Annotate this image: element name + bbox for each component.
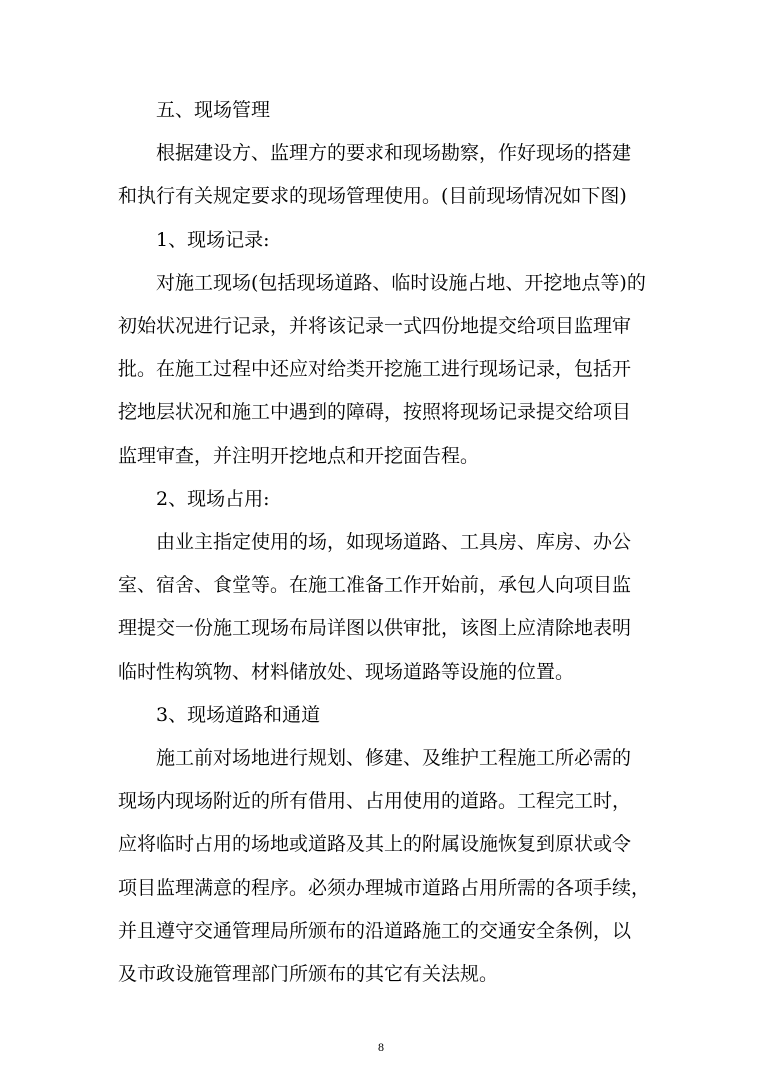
paragraph-line: 应将临时占用的场地或道路及其上的附属设施恢复到原状或令 — [118, 833, 632, 856]
intro-line: 根据建设方、监理方的要求和现场勘察，作好现场的搭建 — [156, 142, 632, 165]
subsection-2-title — [118, 478, 638, 521]
paragraph-line: 初始状况进行记录，并将该记录一式四份地提交给项目监理审 — [118, 315, 632, 338]
paragraph-line: 由业主指定使用的场，如现场道路、工具房、库房、办公 — [156, 531, 632, 554]
paragraph-line: 理提交一份施工现场布局详图以供审批，该图上应清除地表明 — [118, 617, 632, 640]
paragraph-line: 现场内现场附近的所有借用、占用使用的道路。工程完工时， — [118, 790, 632, 813]
subsection-1-paragraph — [118, 262, 646, 478]
paragraph-line: 施工前对场地进行规划、修建、及维护工程施工所必需的 — [156, 747, 632, 770]
paragraph-line: 对施工现场(包括现场道路、临时设施占地、开挖地点等)的 — [156, 271, 646, 294]
paragraph-line: 及市政设施管理部门所颁布的其它有关法规。 — [118, 963, 499, 986]
subsection-1-title — [118, 219, 638, 262]
subsection-title-text: 1、现场记录: — [156, 228, 270, 251]
paragraph-line: 并且遵守交通管理局所颁布的沿道路施工的交通安全条例，以 — [118, 919, 632, 942]
paragraph-line: 监理审查，并注明开挖地点和开挖面告程。 — [118, 444, 480, 467]
document-body — [118, 89, 651, 996]
subsection-3-title — [118, 694, 638, 737]
intro-line: 和执行有关规定要求的现场管理使用。(目前现场情况如下图) — [118, 185, 627, 208]
paragraph-line: 临时性构筑物、材料储放处、现场道路等设施的位置。 — [118, 660, 575, 683]
paragraph-line: 室、宿舍、食堂等。在施工准备工作开始前，承包人向项目监 — [118, 574, 632, 597]
section-title-text: 五、现场管理 — [156, 99, 271, 121]
subsection-2-paragraph — [118, 521, 638, 694]
subsection-title-text: 3、现场道路和通道 — [156, 703, 321, 726]
paragraph-line: 项目监理满意的程序。必须办理城市道路占用所需的各项手续， — [118, 876, 651, 899]
paragraph-line: 挖地层状况和施工中遇到的障碍，按照将现场记录提交给项目 — [118, 401, 632, 424]
subsection-3-paragraph — [118, 737, 651, 996]
paragraph-line: 批。在施工过程中还应对给类开挖施工进行现场记录，包括开 — [118, 358, 632, 381]
subsection-title-text: 2、现场占用: — [156, 487, 270, 510]
page-number: 8 — [378, 1040, 384, 1054]
section-title — [118, 89, 638, 132]
intro-paragraph — [118, 132, 638, 218]
